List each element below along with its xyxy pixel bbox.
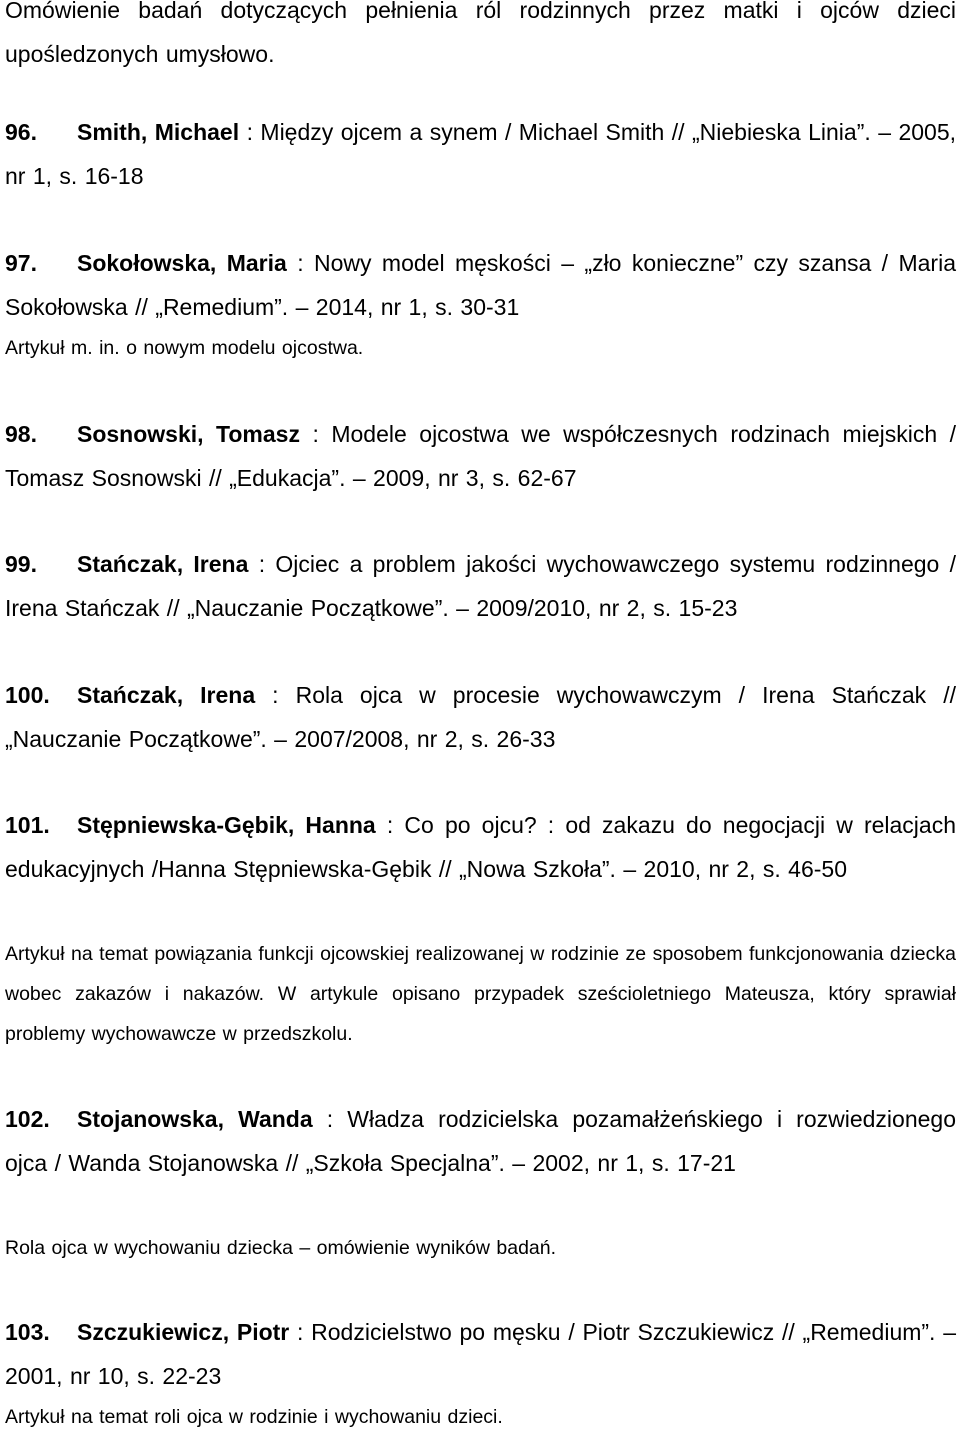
entry-citation: : Ojciec a problem jakości wychowawczego systemu rodzinnego / Irena Stańczak // „Nauczanie Początkowe”. – 2009/2010, nr 2, s. 15-23 — [5, 551, 957, 621]
entry-citation: : Władza rodzicielska pozamałżeńskiego i rozwiedzionego ojca / Wanda Stojanowska // „Szkoła Specjalna”. – 2002, nr 1, s. 17-21 — [5, 1106, 956, 1176]
entry-99 — [5, 542, 956, 630]
entry-97-note: Artykuł m. in. o nowym modelu ojcostwa. — [5, 337, 364, 359]
entry-102-note: Rola ojca w wychowaniu dziecka – omówienie wyników badań. — [5, 1237, 557, 1259]
entry-author: Stańczak, Irena — [77, 682, 256, 708]
entry-101 — [5, 803, 956, 891]
entry-101-note: Artykuł na temat powiązania funkcji ojcowskiej realizowanej w rodzinie ze sposobem funkcjonowania dziecka wobec zakazów i nakazów. W artykule opisano przypadek sześcioletniego Mateusza, który sprawiał problemy wychowawcze w przedszkolu. — [5, 943, 956, 1045]
intro-text: Omówienie badań dotyczących pełnienia ról rodzinnych przez matki i ojców dzieci upośledzonych umysłowo. — [5, 0, 956, 67]
entry-author: Stojanowska, Wanda — [77, 1106, 313, 1132]
entry-96 — [5, 110, 956, 198]
entry-number: 103. — [5, 1319, 50, 1345]
entry-citation: : Modele ojcostwa we współczesnych rodzinach miejskich / Tomasz Sosnowski // „Edukacja”. – 2009, nr 3, s. 62-67 — [5, 421, 956, 491]
entry-citation: : Rola ojca w procesie wychowawczym / Irena Stańczak // „Nauczanie Początkowe”. – 2007/2008, nr 2, s. 26-33 — [5, 682, 956, 752]
entry-98 — [5, 412, 956, 500]
entry-author: Sokołowska, Maria — [77, 250, 287, 276]
entry-number: 101. — [5, 812, 50, 838]
entry-number: 97. — [5, 250, 37, 276]
entry-number: 98. — [5, 421, 37, 447]
entry-author: Stańczak, Irena — [77, 551, 249, 577]
entry-number: 99. — [5, 551, 37, 577]
entry-100 — [5, 673, 956, 761]
entry-97 — [5, 241, 956, 329]
entry-number: 96. — [5, 119, 37, 145]
entry-author: Szczukiewicz, Piotr — [77, 1319, 290, 1345]
entry-author: Stępniewska-Gębik, Hanna — [77, 812, 376, 838]
entry-citation: : Co po ojcu? : od zakazu do negocjacji w relacjach edukacyjnych /Hanna Stępniewska-Gębik // „Nowa Szkoła”. – 2010, nr 2, s. 46-50 — [5, 812, 956, 882]
entry-author: Smith, Michael — [77, 119, 240, 145]
entry-number: 100. — [5, 682, 50, 708]
entry-author: Sosnowski, Tomasz — [77, 421, 300, 447]
entry-number: 102. — [5, 1106, 50, 1132]
entry-102 — [5, 1097, 956, 1185]
entry-citation: : Rodzicielstwo po męsku / Piotr Szczukiewicz // „Remedium”. – 2001, nr 10, s. 22-23 — [5, 1319, 956, 1389]
entry-citation: : Między ojcem a synem / Michael Smith // „Niebieska Linia”. – 2005, nr 1, s. 16-18 — [5, 119, 956, 189]
entry-103-note: Artykuł na temat roli ojca w rodzinie i wychowaniu dzieci. — [5, 1406, 503, 1428]
entry-103 — [5, 1310, 956, 1398]
entry-citation: : Nowy model męskości – „zło konieczne” czy szansa / Maria Sokołowska // „Remedium”. – 2014, nr 1, s. 30-31 — [5, 250, 956, 320]
